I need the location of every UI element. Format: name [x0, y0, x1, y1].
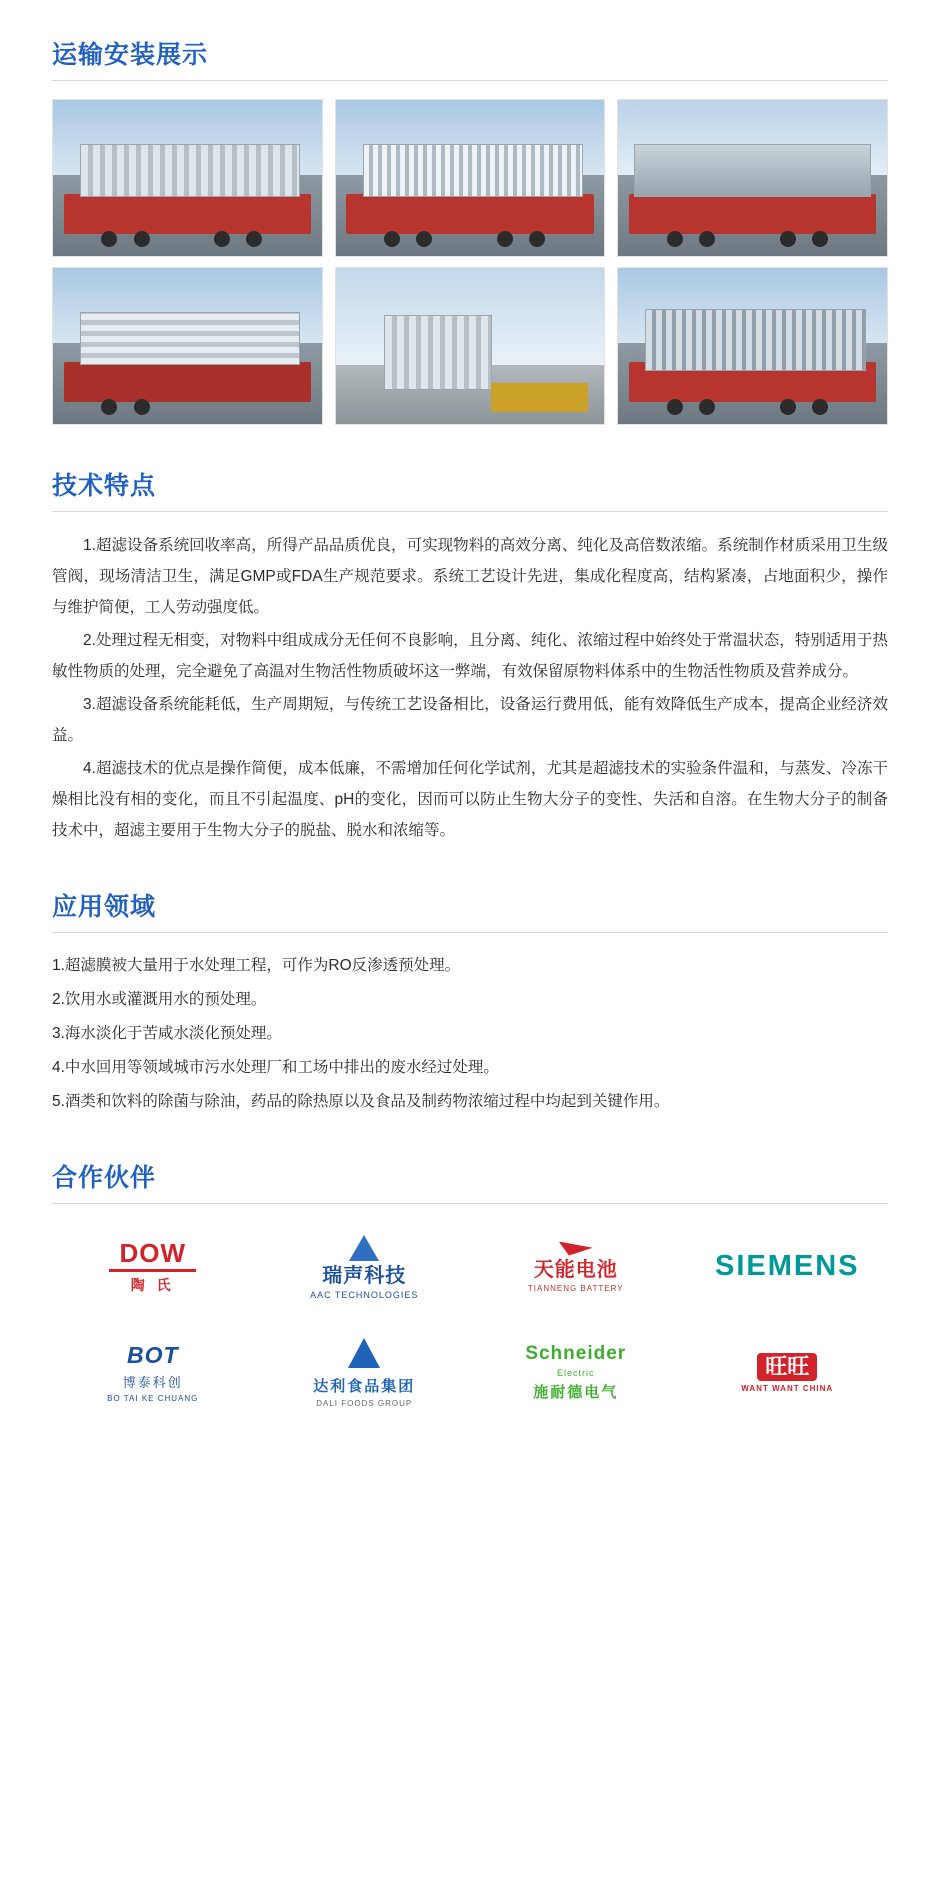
application-fields-section: [52, 892, 888, 1117]
photo-crane: [491, 383, 588, 411]
section-header-features: [52, 471, 888, 512]
bot-logo-mark: BOT: [126, 1342, 179, 1369]
dali-logo-cn: 达利食品集团: [313, 1378, 416, 1395]
dali-logo-sub: DALI FOODS GROUP: [316, 1399, 413, 1408]
partner-logo-tianneng: [475, 1232, 677, 1302]
feature-paragraph: 3.超滤设备系统能耗低，生产周期短，与传统工艺设备相比，设备运行费用低，能有效降低生产成本，提高企业经济效益。: [52, 696, 888, 744]
feature-paragraph: 2.处理过程无相变，对物料中组成成分无任何不良影响，且分离、纯化、浓缩过程中始终处于常温状态，特别适用于热敏性物质的处理，完全避免了高温对生物活性物质破坏这一弊端，有效保留原物料体系中的生物活性物质及营养成分。: [52, 632, 888, 680]
partner-logo-botaikechuang: [52, 1338, 254, 1408]
partner-logo-aac: [264, 1232, 466, 1302]
dow-logo-mark: DOW: [109, 1239, 196, 1272]
tianneng-logo-sub: TIANNENG BATTERY: [527, 1283, 624, 1293]
dow-logo-cn: 陶 氏: [130, 1276, 175, 1293]
section-header-partners: [52, 1163, 888, 1204]
photo-wheel: [246, 231, 262, 247]
photo-grid: [52, 99, 888, 425]
gallery-photo: [617, 99, 888, 257]
photo-wheel: [812, 231, 828, 247]
photo-wheel: [416, 231, 432, 247]
schneider-logo-cn: 施耐德电气: [533, 1383, 619, 1401]
photo-wheel: [780, 231, 796, 247]
application-item: 3.海水淡化于苦咸水淡化预处理。: [52, 1025, 282, 1042]
application-item: 1.超滤膜被大量用于水处理工程，可作为RO反渗透预处理。: [52, 957, 461, 974]
aac-logo-mark: 瑞声科技: [322, 1264, 407, 1287]
photo-wheel: [667, 399, 683, 415]
photo-equipment: [384, 315, 491, 390]
schneider-logo-mark: Schneider: [525, 1343, 627, 1365]
application-item: 2.饮用水或灌溉用水的预处理。: [52, 991, 267, 1008]
gallery-photo: [52, 99, 323, 257]
photo-wheel: [214, 231, 230, 247]
photo-truck: [64, 194, 311, 235]
photo-wheel: [384, 231, 400, 247]
transport-gallery-section: [52, 40, 888, 425]
application-item: 4.中水回用等领域城市污水处理厂和工场中排出的废水经过处理。: [52, 1059, 499, 1076]
section-header-gallery: [52, 40, 888, 81]
gallery-photo: [335, 267, 606, 425]
technical-features-section: [52, 471, 888, 846]
photo-equipment: [80, 312, 300, 365]
photo-equipment: [363, 144, 583, 197]
wantwant-logo-mark: 旺旺: [757, 1353, 817, 1381]
partner-logo-grid: [52, 1232, 888, 1408]
feature-paragraph: 4.超滤技术的优点是操作简便，成本低廉，不需增加任何化学试剂，尤其是超滤技术的实验条件温和，与蒸发、冷冻干燥相比没有相的变化，而且不引起温度、pH的变化，因而可以防止生物大分子的变性、失活和自溶。在生物大分子的制备技术中，超滤主要用于生物大分子的脱盐、脱水和浓缩等。: [52, 760, 888, 839]
photo-equipment: [634, 144, 870, 197]
photo-wheel: [101, 399, 117, 415]
photo-truck: [629, 194, 876, 235]
features-text: [52, 530, 888, 846]
photo-equipment: [645, 309, 865, 371]
photo-equipment: [80, 144, 300, 197]
photo-wheel: [101, 231, 117, 247]
photo-wheel: [699, 231, 715, 247]
gallery-photo: [617, 267, 888, 425]
dali-tower-icon: [348, 1338, 380, 1368]
application-list: [52, 951, 888, 1117]
tianneng-swoosh-icon: [559, 1242, 593, 1256]
bot-logo-sub: BO TAI KE CHUANG: [107, 1393, 199, 1403]
section-title-features: 技术特点: [52, 472, 157, 500]
bot-logo-cn: 博泰科创: [122, 1374, 183, 1390]
wantwant-logo-sub: WANT WANT CHINA: [741, 1384, 834, 1394]
gallery-photo: [52, 267, 323, 425]
section-title-applications: 应用领域: [52, 893, 157, 921]
photo-truck: [346, 194, 593, 235]
photo-wheel: [497, 231, 513, 247]
photo-wheel: [529, 231, 545, 247]
schneider-logo-sub: Electric: [556, 1367, 595, 1378]
siemens-logo-mark: SIEMENS: [714, 1250, 860, 1283]
photo-wheel: [667, 231, 683, 247]
partner-logo-dali: [264, 1338, 466, 1408]
feature-paragraph: 1.超滤设备系统回收率高，所得产品品质优良，可实现物料的高效分离、纯化及高倍数浓缩。系统制作材质采用卫生级管阀，现场清洁卫生，满足GMP或FDA生产规范要求。系统工艺设计先进，集成化程度高，结构紧凑，占地面积少，操作与维护简便，工人劳动强度低。: [52, 537, 888, 616]
gallery-photo: [335, 99, 606, 257]
section-title-partners: 合作伙伴: [52, 1164, 157, 1192]
photo-wheel: [134, 231, 150, 247]
partner-logo-dow: [52, 1232, 254, 1302]
tianneng-logo-mark: 天能电池: [533, 1258, 618, 1281]
section-title-gallery: 运输安装展示: [52, 41, 209, 69]
section-header-applications: [52, 892, 888, 933]
photo-truck: [64, 362, 311, 403]
aac-triangle-icon: [349, 1235, 379, 1261]
photo-wheel: [812, 399, 828, 415]
partner-logo-wantwant: [687, 1338, 889, 1408]
application-item: 5.酒类和饮料的除菌与除油，药品的除热原以及食品及制药物浓缩过程中均起到关键作用。: [52, 1093, 670, 1110]
photo-wheel: [134, 399, 150, 415]
aac-logo-sub: AAC TECHNOLOGIES: [310, 1289, 419, 1300]
partner-logo-schneider: [475, 1338, 677, 1408]
photo-wheel: [780, 399, 796, 415]
photo-wheel: [699, 399, 715, 415]
partner-logo-siemens: [687, 1232, 889, 1302]
partners-section: [52, 1163, 888, 1408]
